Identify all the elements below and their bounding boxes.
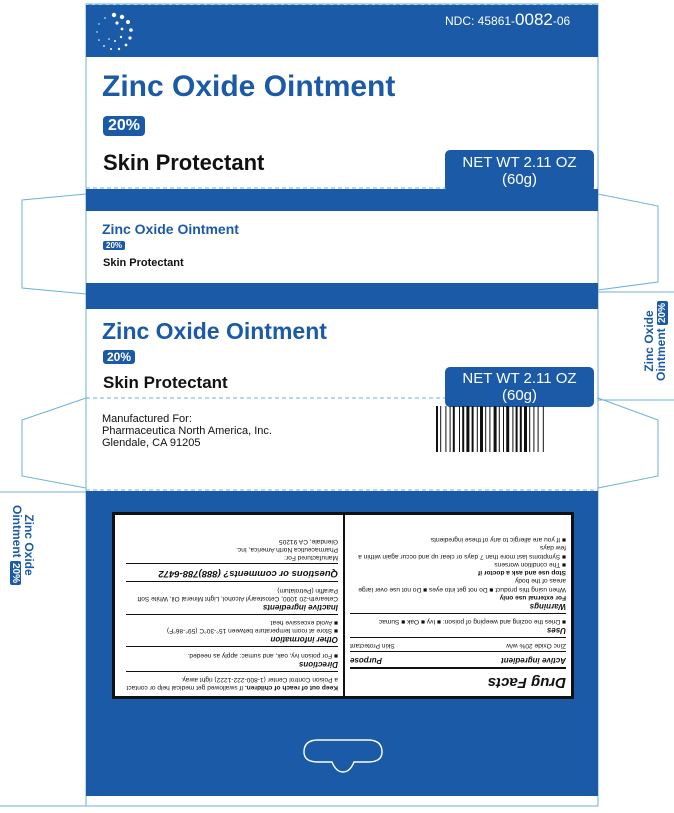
barcode-bar xyxy=(480,406,483,452)
ndc-prefix: NDC: 45861- xyxy=(445,14,516,28)
uses-heading: Uses xyxy=(546,626,566,636)
side-right-line2: Ointment xyxy=(654,328,668,382)
manufacturer-line1: Manufactured For: xyxy=(102,413,192,425)
inactive-heading: Inactive ingredients xyxy=(262,602,338,612)
manufacturer-block xyxy=(102,413,272,449)
keep-out-heading: Keep out of reach of children. xyxy=(244,684,338,691)
drug-facts-left-column xyxy=(343,515,571,696)
barcode-bar xyxy=(503,406,504,452)
side-right-line1: Zinc Oxide xyxy=(642,310,656,372)
other-item-2: ■ Avoid excessive heat xyxy=(270,619,338,627)
net-weight-front: NET WT 2.11 OZ (60g) xyxy=(445,367,594,407)
df-mfr-line2: Pharmaceutica North America, Inc. xyxy=(236,546,338,554)
df-mfr-line1: Manufactured For: xyxy=(284,554,338,562)
active-line: Zinc Oxide 20% w/w xyxy=(506,642,566,650)
barcode xyxy=(436,406,586,452)
barcode-bar xyxy=(524,406,527,452)
strength-badge-front: 20% xyxy=(103,350,135,364)
purpose-heading: Purpose xyxy=(350,656,383,666)
front-blue-band xyxy=(86,283,598,309)
barcode-bar xyxy=(506,406,509,452)
side-left-badge: 20% xyxy=(10,563,21,584)
warnings-heading: Warnings xyxy=(529,601,566,611)
barcode-bar xyxy=(436,406,438,452)
keep-out-text: If swallowed get medical help or contact a Poison Control Center (1-800-222-1222) right away. xyxy=(126,675,338,691)
category-front: Skin Protectant xyxy=(103,373,228,392)
manufacturer-line2: Pharmaceutica North America, Inc. xyxy=(102,425,272,437)
barcode-bar xyxy=(512,406,513,452)
strength-badge-main: 20% xyxy=(103,116,145,136)
side-left-line2: Ointment xyxy=(10,504,24,558)
barcode-bar xyxy=(489,406,490,452)
product-title-front: Zinc Oxide Ointment xyxy=(102,318,327,344)
barcode-bar xyxy=(538,406,539,452)
when-using: When using this product ■ Do not get into eyes ■ Do not use over large areas of the body xyxy=(358,577,566,593)
barcode-bar xyxy=(499,406,500,452)
hang-tab-outline xyxy=(296,736,390,778)
drug-facts-right-column xyxy=(121,515,343,696)
drug-facts-panel xyxy=(112,512,574,699)
barcode-bar xyxy=(459,406,460,452)
ndc-number xyxy=(445,10,570,30)
side-panel-right xyxy=(638,296,674,396)
stop-item-2: ■ Symptoms last more than 7 days or clear up and occur again within a few days xyxy=(358,544,566,560)
questions-line: Questions or comments? (888)788-6472 xyxy=(158,568,338,580)
manufacturer-line3: Glendale, CA 91205 xyxy=(102,437,201,449)
barcode-bar xyxy=(543,406,544,452)
directions-text: ■ For poison ivy, oak, and sumac: apply as needed. xyxy=(187,651,338,659)
strength-badge-flap: 20% xyxy=(103,241,125,250)
side-right-badge: 20% xyxy=(657,302,668,323)
purpose-line: Skin Protectant xyxy=(350,642,395,650)
directions-heading: Directions xyxy=(298,659,338,669)
barcode-bar xyxy=(494,406,497,452)
barcode-bar xyxy=(445,406,446,452)
other-info-heading: Other information xyxy=(270,635,338,645)
stop-item-1: ■ The condition worsens xyxy=(494,560,566,568)
flap-blue-band-1 xyxy=(86,189,598,211)
active-heading: Active ingredient xyxy=(501,656,566,666)
ndc-suffix: -06 xyxy=(552,14,571,28)
barcode-bar xyxy=(485,406,486,452)
product-title-flap: Zinc Oxide Ointment xyxy=(102,221,239,237)
uses-text: ■ Dries the oozing and weeping of poison: ■ Ivy ■ Oak ■ Sumac xyxy=(378,618,566,626)
side-panel-left xyxy=(0,494,44,604)
barcode-bar xyxy=(520,406,522,452)
external-use: For external use only xyxy=(499,593,566,601)
barcode-bar xyxy=(516,406,518,452)
side-left-line1: Zinc Oxide xyxy=(22,514,36,576)
brand-logo-icon xyxy=(92,10,136,54)
barcode-bar xyxy=(440,406,441,452)
barcode-bar xyxy=(450,406,451,452)
ndc-main: 0082 xyxy=(515,10,553,29)
barcode-bar xyxy=(466,406,469,452)
other-item-1: ■ Store at room temperature between 15°-30°C (59°-86°F) xyxy=(166,627,338,635)
stop-item-3: ■ If you are allergic to any of these ingredients xyxy=(430,536,566,544)
barcode-bar xyxy=(462,406,464,452)
product-title-main: Zinc Oxide Ointment xyxy=(102,70,396,103)
category-main: Skin Protectant xyxy=(103,150,265,175)
inactive-text: Ceteareth-20 1000, Cetostearyl Alcohol, Light Mineral Oil, White Soft Paraffin (Petrolatum) xyxy=(137,586,338,602)
drug-facts-title: Drug Facts xyxy=(487,674,566,691)
net-weight-main: NET WT 2.11 OZ (60g) xyxy=(445,150,594,192)
barcode-bar xyxy=(453,406,455,452)
barcode-bar xyxy=(529,406,530,452)
stop-heading: Stop use and ask a doctor if xyxy=(478,569,566,577)
df-mfr-line3: Glendale, CA 91205 xyxy=(278,538,338,546)
category-flap: Skin Protectant xyxy=(103,257,184,269)
barcode-bar xyxy=(472,406,474,452)
barcode-bar xyxy=(533,406,534,452)
barcode-bar xyxy=(477,406,478,452)
